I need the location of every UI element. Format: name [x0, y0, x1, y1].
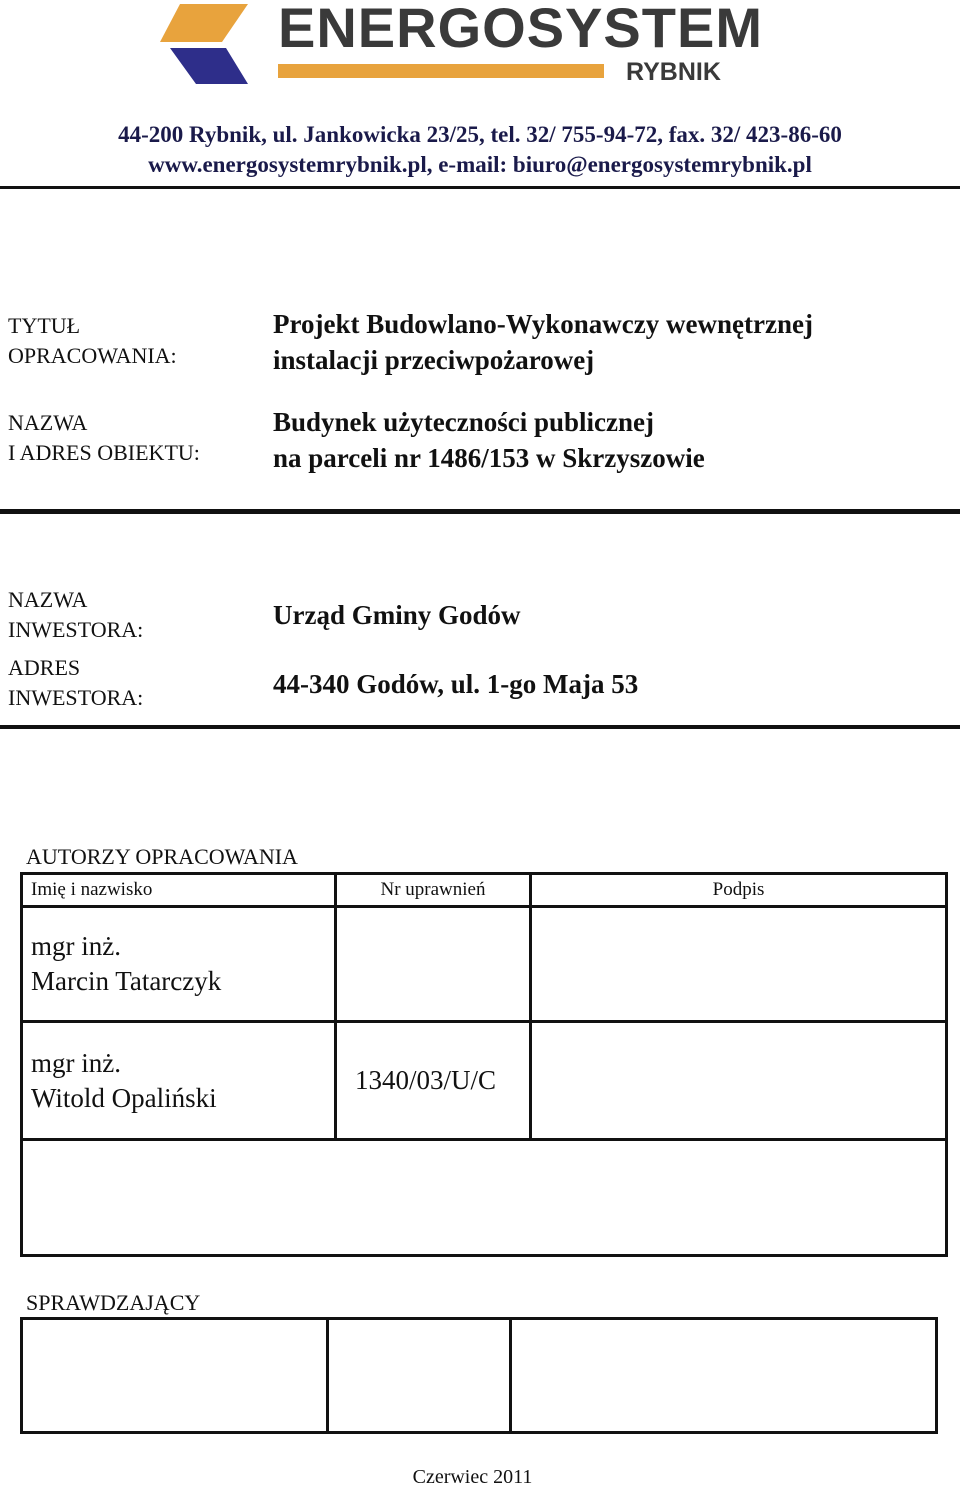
investor-divider [0, 725, 960, 729]
table-row [22, 1022, 947, 1140]
table-row [22, 907, 947, 1022]
author-title: mgr inż. [31, 1047, 121, 1078]
author-signature-cell [531, 1022, 947, 1140]
author-title: mgr inż. [31, 931, 121, 961]
author-name-cell [22, 1022, 336, 1140]
title-value-line1: Projekt Budowlano-Wykonawczy wewnętrznej [273, 309, 813, 339]
investor-address-label-line2: INWESTORA: [8, 685, 144, 710]
authors-heading: AUTORZY OPRACOWANIA [26, 844, 298, 869]
investor-name-label-line1: NAZWA [8, 587, 88, 612]
column-header-signature: Podpis [531, 874, 947, 907]
checker-table [20, 1317, 938, 1434]
investor-name-label-line2: INWESTORA: [8, 617, 144, 642]
empty-row [22, 1140, 947, 1256]
author-signature-cell [531, 907, 947, 1022]
title-label-line1: TYTUŁ [8, 313, 81, 338]
contact-address: 44-200 Rybnik, ul. Jankowicka 23/25, tel. 32/ 755-94-72, fax. 32/ 423-86-60 [118, 122, 842, 147]
title-label-line2: OPRACOWANIA: [8, 343, 177, 368]
checker-license-cell [328, 1319, 511, 1433]
author-name-cell [22, 907, 336, 1022]
checker-heading: SPRAWDZAJĄCY [26, 1290, 201, 1315]
object-label-line2: I ADRES OBIEKTU: [8, 440, 200, 465]
object-label-line1: NAZWA [8, 410, 88, 435]
investor-address-value: 44-340 Godów, ul. 1-go Maja 53 [273, 669, 639, 699]
project-divider [0, 509, 960, 514]
checker-signature-cell [511, 1319, 937, 1433]
column-header-license: Nr uprawnień [336, 874, 531, 907]
author-license-number [336, 907, 531, 1022]
logo-title: ENERGOSYSTEM [278, 0, 763, 59]
authors-table [20, 872, 948, 1257]
authors-table-header [22, 874, 947, 907]
investor-name-value: Urząd Gminy Godów [273, 600, 521, 630]
logo-subtitle: RYBNIK [626, 58, 721, 86]
checker-name-cell [22, 1319, 328, 1433]
investor-address-label-line1: ADRES [8, 655, 81, 680]
object-value-line2: na parceli nr 1486/153 w Skrzyszowie [273, 443, 705, 473]
object-value-line1: Budynek użyteczności publicznej [273, 407, 655, 437]
table-row [22, 1140, 947, 1256]
company-logo [160, 0, 763, 90]
author-license-number: 1340/03/U/C [336, 1022, 531, 1140]
column-header-name: Imię i nazwisko [22, 874, 336, 907]
author-name: Marcin Tatarczyk [31, 966, 222, 996]
title-value-line2: instalacji przeciwpożarowej [273, 345, 595, 375]
contact-web-email: www.energosystemrybnik.pl, e-mail: biuro@energosystemrybnik.pl [148, 152, 812, 177]
document-date: Czerwiec 2011 [412, 1466, 533, 1488]
table-row [22, 1319, 937, 1433]
header-divider [0, 186, 960, 189]
author-name: Witold Opaliński [31, 1082, 217, 1113]
